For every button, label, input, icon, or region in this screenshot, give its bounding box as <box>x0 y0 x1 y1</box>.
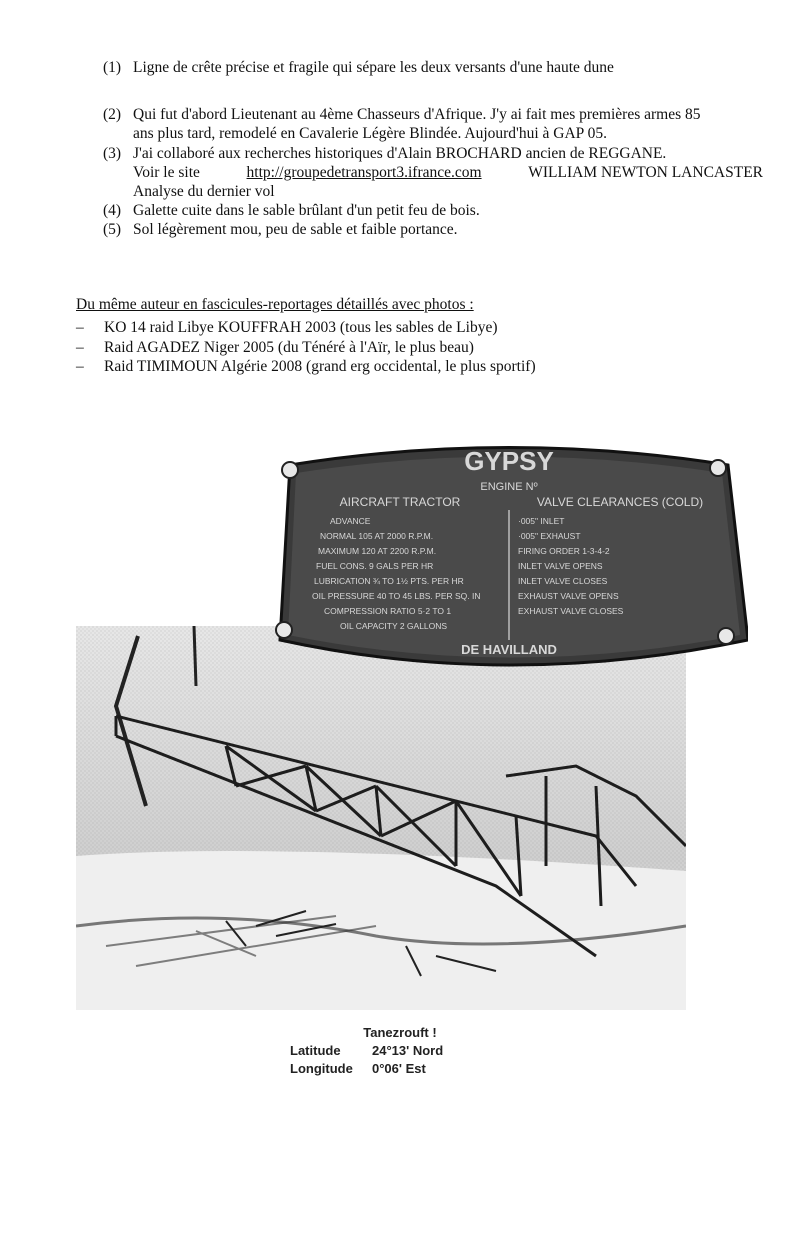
list-item <box>76 357 536 377</box>
footnote-1 <box>103 58 763 77</box>
screw-icon <box>718 628 734 644</box>
footnote-number: (2) <box>103 106 122 123</box>
longitude-label: Longitude <box>290 1061 353 1076</box>
longitude-row <box>290 1060 510 1078</box>
plate-row: ·005" INLET <box>518 516 565 526</box>
plate-row: INLET VALVE OPENS <box>518 561 603 571</box>
plane-wreck-drawing <box>76 626 686 1010</box>
plate-row: EXHAUST VALVE OPENS <box>518 591 619 601</box>
plate-row: LUBRICATION ¾ TO 1½ PTS. PER HR <box>314 576 464 586</box>
list-item-text: Raid TIMIMOUN Algérie 2008 (grand erg occidental, le plus sportif) <box>104 358 536 375</box>
site-link[interactable]: http://groupedetransport3.ifrance.com <box>246 164 482 181</box>
longitude-value: 0°06' Est <box>372 1061 426 1076</box>
plate-right-header: VALVE CLEARANCES (COLD) <box>536 495 704 509</box>
footnote-text: Analyse du dernier vol <box>133 183 275 200</box>
list-item-text: KO 14 raid Libye KOUFFRAH 2003 (tous les sables de Libye) <box>104 319 498 336</box>
footnote-4 <box>103 201 763 220</box>
screw-icon <box>282 462 298 478</box>
footnote-3 <box>103 144 763 201</box>
latitude-row <box>290 1042 510 1060</box>
list-item <box>76 338 536 358</box>
engine-plate-photo <box>270 440 748 676</box>
screw-icon <box>710 460 726 476</box>
dash-bullet: – <box>76 358 84 375</box>
plane-wreck-photo <box>76 626 686 1010</box>
plate-row: OIL CAPACITY 2 GALLONS <box>340 621 448 631</box>
dash-bullet: – <box>76 338 84 356</box>
plate-row: FUEL CONS. 9 GALS PER HR <box>316 561 434 571</box>
footnote-number: (5) <box>103 221 122 238</box>
list-item <box>76 318 536 338</box>
plate-row: ·005" EXHAUST <box>518 531 581 541</box>
plate-row: FIRING ORDER 1-3-4-2 <box>518 546 610 556</box>
footnote-5 <box>103 220 763 239</box>
screw-icon <box>276 622 292 638</box>
plate-row: COMPRESSION RATIO 5·2 TO 1 <box>324 606 452 616</box>
plate-row: ADVANCE <box>330 516 371 526</box>
footnote-text: Qui fut d'abord Lieutenant au 4ème Chasseurs d'Afrique. J'y ai fait mes premières armes 85 <box>133 106 701 123</box>
plate-row: NORMAL 105 AT 2000 R.P.M. <box>320 531 434 541</box>
plate-row: MAXIMUM 120 AT 2200 R.P.M. <box>318 546 437 556</box>
dash-bullet: – <box>76 319 84 336</box>
photo-caption <box>290 1024 510 1078</box>
footnote-number: (4) <box>103 202 122 219</box>
footnote-text: Galette cuite dans le sable brûlant d'un petit feu de bois. <box>133 202 480 219</box>
footnote-number: (1) <box>103 59 122 76</box>
caption-title: Tanezrouft ! <box>363 1025 437 1040</box>
site-label: Voir le site <box>133 164 200 181</box>
site-title: WILLIAM NEWTON LANCASTER <box>528 164 763 181</box>
latitude-label: Latitude <box>290 1043 341 1058</box>
list-item-text: Raid AGADEZ Niger 2005 (du Ténéré à l'Aïr, le plus beau) <box>104 338 474 356</box>
footnote-number: (3) <box>103 145 122 162</box>
plate-top-text: GYPSY <box>464 446 554 476</box>
publication-list <box>76 318 536 377</box>
footnote-text: Ligne de crête précise et fragile qui sépare les deux versants d'une haute dune <box>133 59 614 76</box>
author-heading: Du même auteur en fascicules-reportages détaillés avec photos : <box>76 296 474 313</box>
footnote-text: J'ai collaboré aux recherches historiques d'Alain BROCHARD ancien de REGGANE. <box>133 145 667 162</box>
plate-row: EXHAUST VALVE CLOSES <box>518 606 624 616</box>
site-reference <box>103 163 763 182</box>
plate-engine-label: ENGINE Nº <box>480 481 538 493</box>
engine-plate-drawing <box>270 440 748 676</box>
plate-row: OIL PRESSURE 40 TO 45 LBS. PER SQ. IN <box>312 591 481 601</box>
latitude-value: 24°13' Nord <box>372 1043 444 1058</box>
plate-row: INLET VALVE CLOSES <box>518 576 608 586</box>
plate-bottom-text: DE HAVILLAND <box>461 642 557 657</box>
plate-left-header: AIRCRAFT TRACTOR <box>339 495 461 509</box>
footnote-2 <box>103 105 763 143</box>
footnote-text: Sol légèrement mou, peu de sable et faible portance. <box>133 221 458 238</box>
footnote-text: ans plus tard, remodelé en Cavalerie Légère Blindée. Aujourd'hui à GAP 05. <box>133 125 607 142</box>
